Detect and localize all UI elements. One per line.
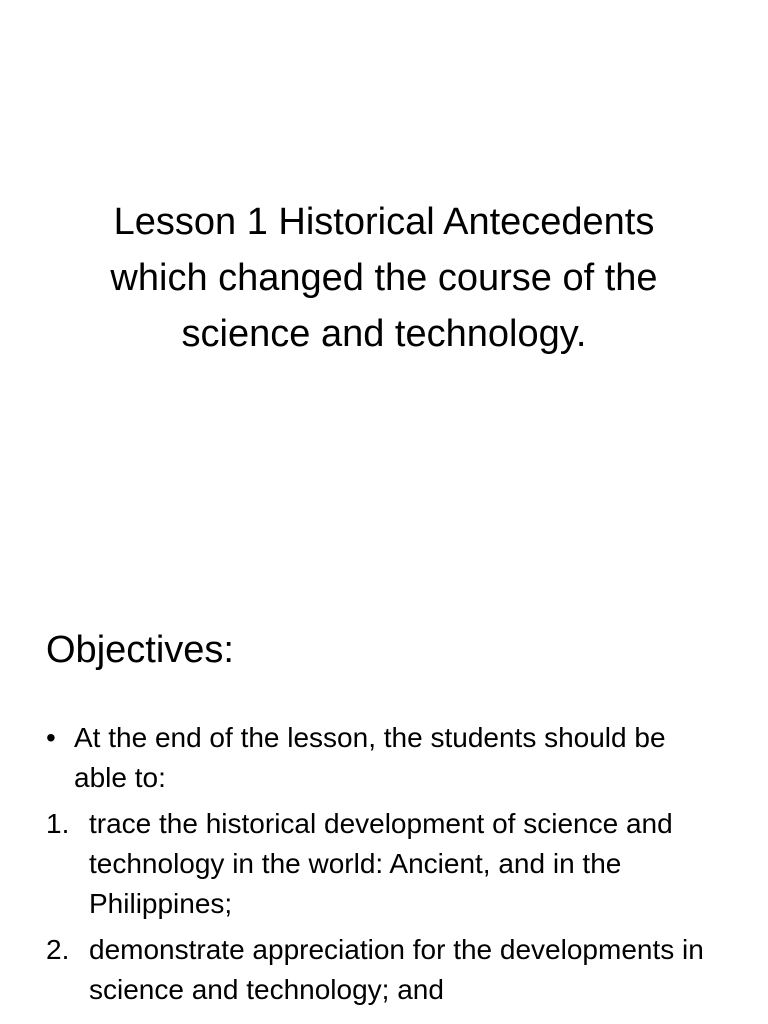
objective-text: demonstrate appreciation for the developments in science and technology; and [89,934,704,1005]
lesson-title: Lesson 1 Historical Antecedents which changed the course of the science and technology. [110,201,658,355]
objectives-list [46,718,726,1016]
objective-number: 1. [46,808,70,839]
objectives-heading: Objectives: [46,629,234,671]
objective-number: 2. [46,934,70,965]
objective-item-1 [46,804,726,924]
intro-bullet [46,718,726,798]
objective-item-2 [46,930,726,1010]
objective-text: trace the historical development of science and technology in the world: Ancient, and in the Philippines; [89,808,673,919]
bullet-marker: • [46,722,56,753]
bullet-text: At the end of the lesson, the students should be able to: [74,722,666,793]
objectives-slide [0,576,768,1024]
